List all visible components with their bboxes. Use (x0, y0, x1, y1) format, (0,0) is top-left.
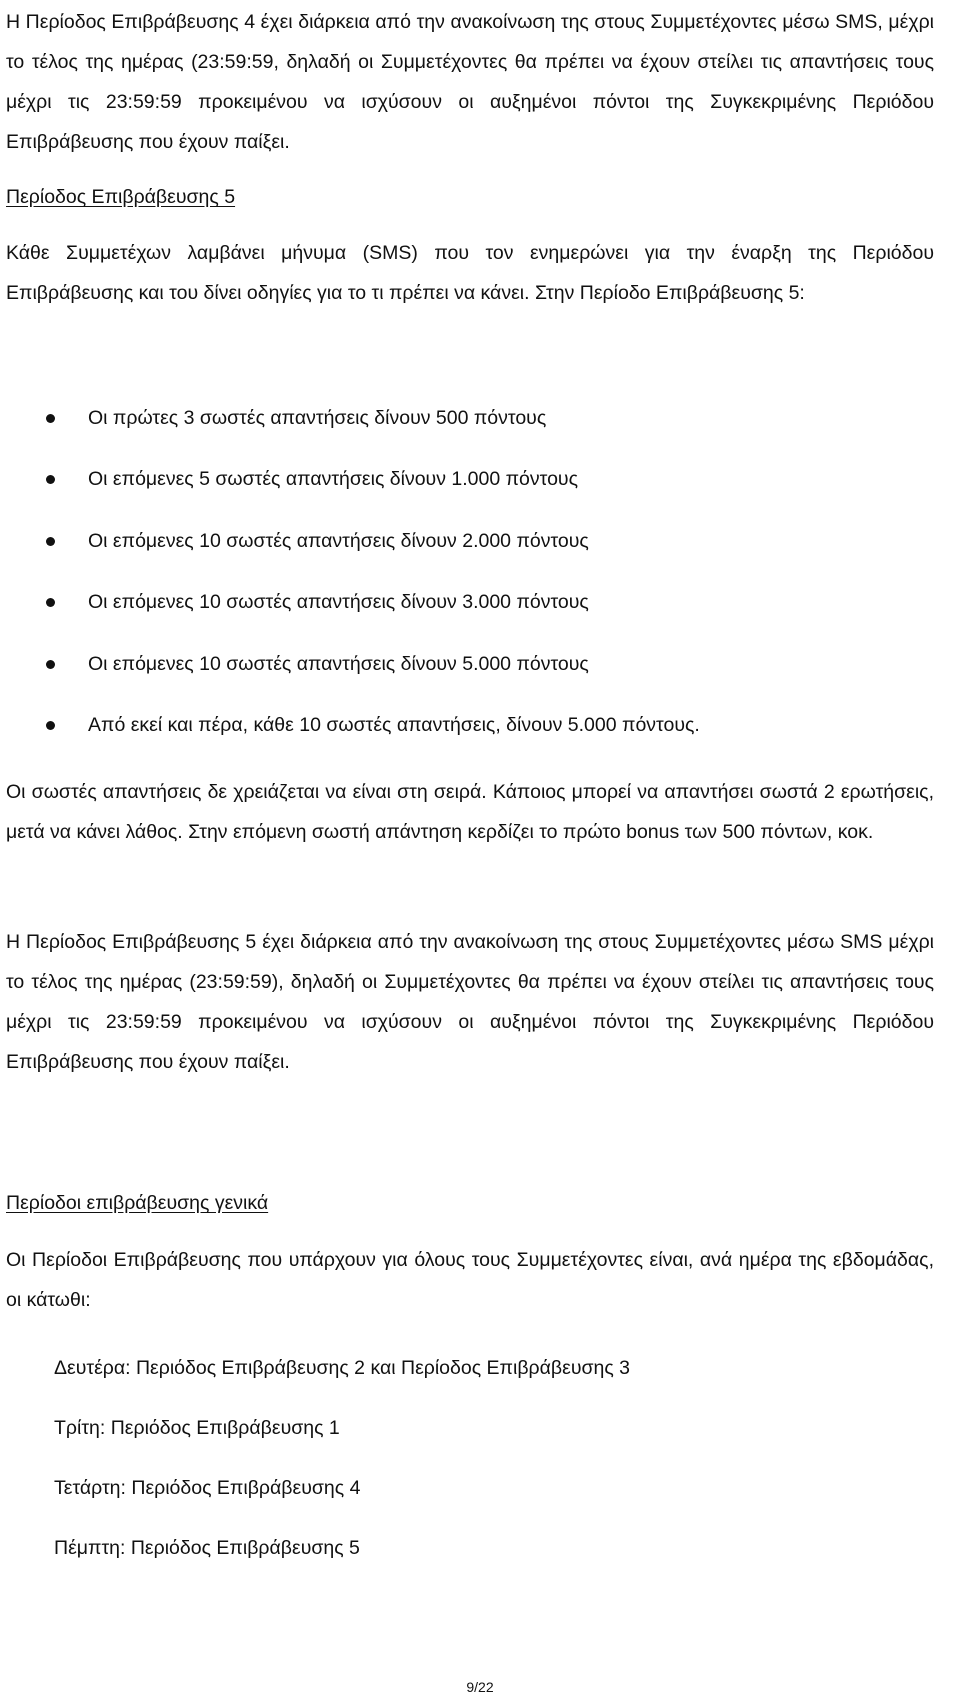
document-page (6, 0, 946, 1700)
list-item: Οι επόμενες 10 σωστές απαντήσεις δίνουν 5.000 πόντους (6, 644, 934, 705)
bullet-icon (46, 721, 55, 730)
intro-paragraph: Η Περίοδος Επιβράβευσης 4 έχει διάρκεια από την ανακοίνωση της στους Συμμετέχοντες μέσω SMS, μέχρι το τέλος της ημέρας (23:59:59, δηλαδή οι Συμμετέχοντες θα πρέπει να έχουν στείλει τις απαντήσεις τους μέχρι τις 23:59:59 προκειμένου να ισχύσουν οι αυξημένοι πόντοι της Συγκεκριμένης Περιόδου Επιβράβευσης που έχουν παίξει. (6, 11, 934, 153)
list-item: Οι επόμενες 5 σωστές απαντήσεις δίνουν 1.000 πόντους (6, 459, 934, 520)
section5-heading: Περίοδος Επιβράβευσης 5 (6, 186, 236, 208)
general-intro: Οι Περίοδοι Επιβράβευσης που υπάρχουν για όλους τους Συμμετέχοντες είναι, ανά ημέρα της εβδομάδας, οι κάτωθι: (6, 1249, 934, 1311)
list-item: Οι επόμενες 10 σωστές απαντήσεις δίνουν 3.000 πόντους (6, 582, 934, 643)
duration-paragraph: Η Περίοδος Επιβράβευσης 5 έχει διάρκεια από την ανακοίνωση της στους Συμμετέχοντες μέσω SMS μέχρι το τέλος της ημέρας (23:59:59), δηλαδή οι Συμμετέχοντες θα πρέπει να έχουν στείλει τις απαντήσεις τους μέχρι τις 23:59:59 προκειμένου να ισχύσουν οι αυξημένοι πόντοι της Συγκεκριμένης Περιόδου Επιβράβευσης που έχουν παίξει. (6, 931, 934, 1073)
bullet-icon (46, 475, 55, 484)
general-heading: Περίοδοι επιβράβευσης γενικά (6, 1192, 269, 1214)
bullet-icon (46, 598, 55, 607)
list-item: Τετάρτη: Περιόδος Επιβράβευσης 4 (54, 1477, 361, 1499)
section5-bullet-list (6, 398, 934, 766)
list-item: Από εκεί και πέρα, κάθε 10 σωστές απαντήσεις, δίνουν 5.000 πόντους. (6, 705, 934, 766)
list-item: Οι επόμενες 10 σωστές απαντήσεις δίνουν 2.000 πόντους (6, 521, 934, 582)
list-item: Πέμπτη: Περιόδος Επιβράβευσης 5 (54, 1537, 360, 1559)
bullet-icon (46, 414, 55, 423)
weekday-list (54, 1348, 630, 1588)
bullet-icon (46, 537, 55, 546)
order-note-paragraph: Οι σωστές απαντήσεις δε χρειάζεται να είναι στη σειρά. Κάποιος μπορεί να απαντήσει σωστά 2 ερωτήσεις, μετά να κάνει λάθος. Στην επόμενη σωστή απάντηση κερδίζει το πρώτο bonus των 500 πόντων, κοκ. (6, 781, 934, 843)
bullet-icon (46, 660, 55, 669)
section5-intro: Κάθε Συμμετέχων λαμβάνει μήνυμα (SMS) που τον ενημερώνει για την έναρξη της Περιόδου Επιβράβευσης και του δίνει οδηγίες για το τι πρέπει να κάνει. Στην Περίοδο Επιβράβευσης 5: (6, 242, 934, 304)
list-item: Τρίτη: Περιόδος Επιβράβευσης 1 (54, 1417, 340, 1439)
list-item: Οι πρώτες 3 σωστές απαντήσεις δίνουν 500 πόντους (6, 398, 934, 459)
page-number: 9/22 (466, 1679, 494, 1695)
list-item: Δευτέρα: Περιόδος Επιβράβευσης 2 και Περίοδος Επιβράβευσης 3 (54, 1357, 631, 1379)
